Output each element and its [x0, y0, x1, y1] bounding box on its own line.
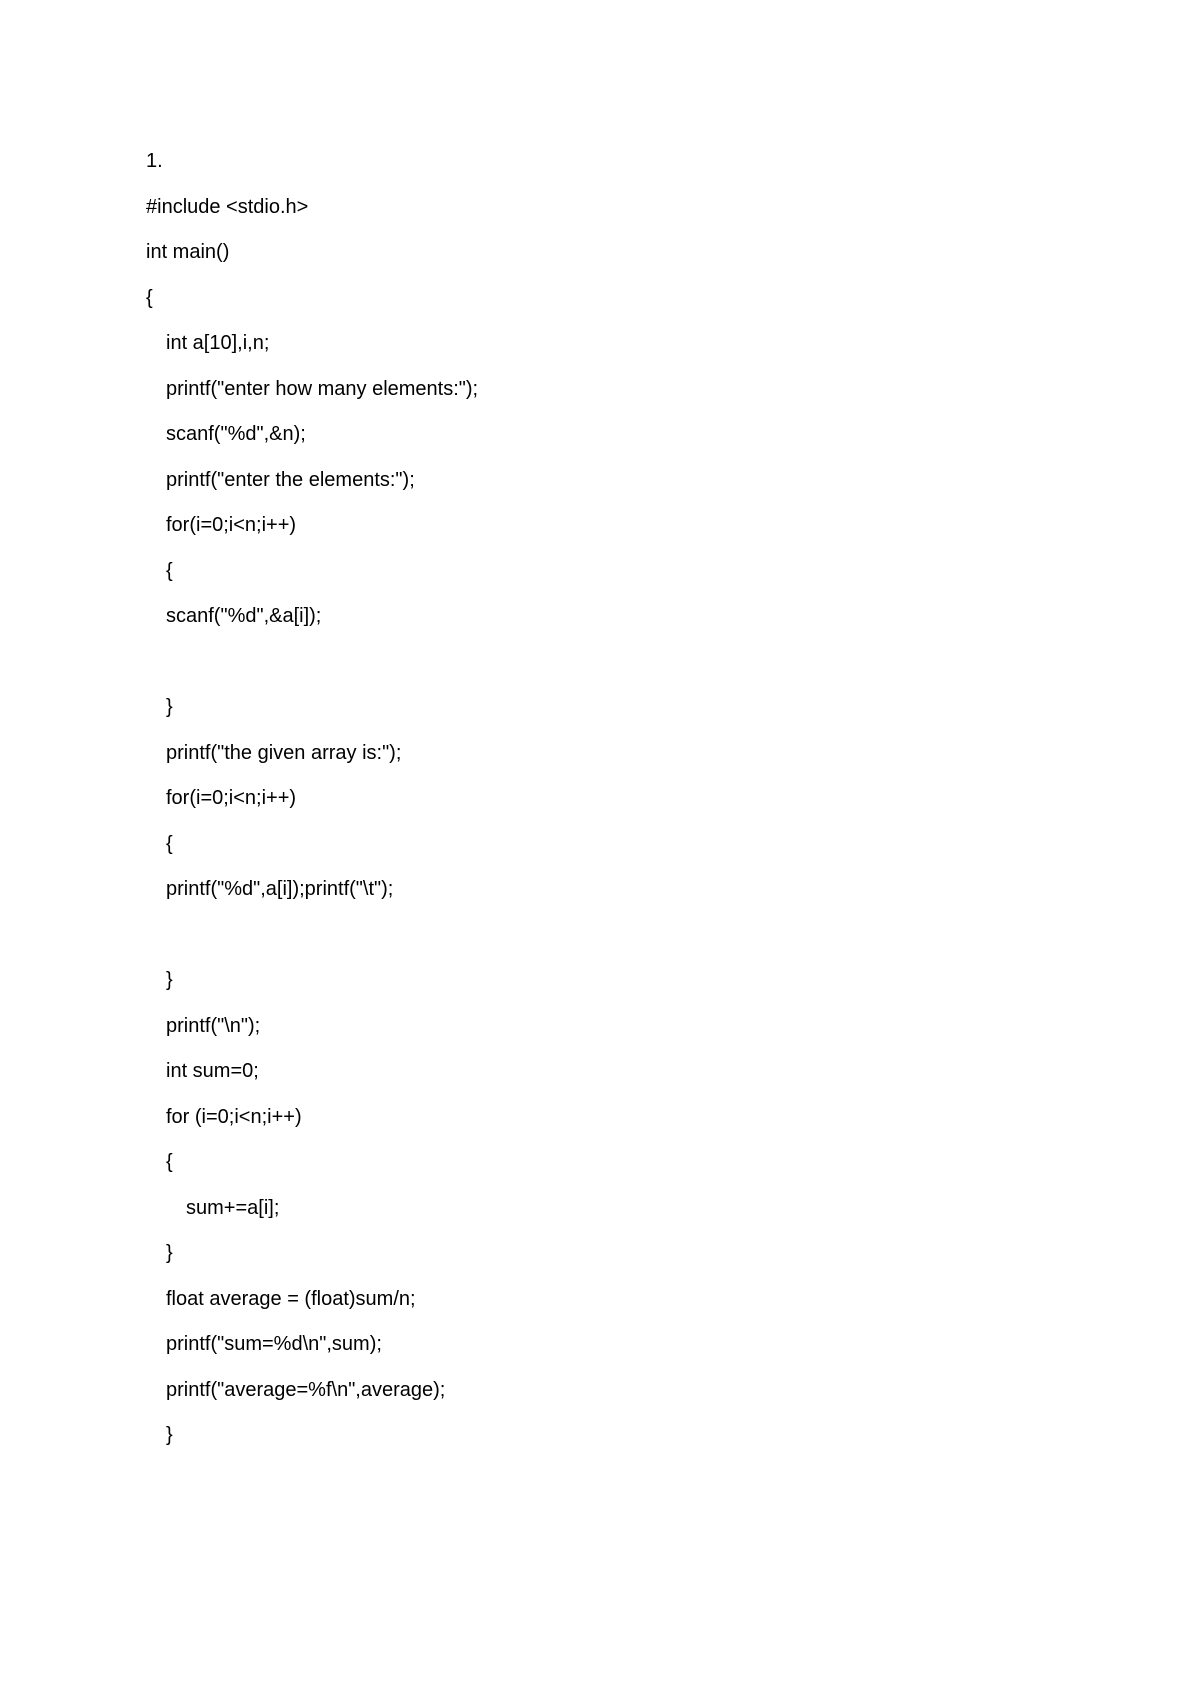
- code-line: int sum=0;: [166, 1060, 259, 1082]
- code-line: printf("sum=%d\n",sum);: [166, 1333, 382, 1355]
- code-line: for (i=0;i<n;i++): [166, 1105, 302, 1128]
- code-line: printf("average=%f\n",average);: [166, 1378, 446, 1401]
- code-line: }: [166, 969, 173, 991]
- code-line: sum+=a[i];: [186, 1196, 280, 1219]
- code-line: {: [166, 559, 173, 582]
- blank-line: [146, 647, 1046, 693]
- code-line: printf("%d",a[i]);printf("\t");: [166, 878, 394, 900]
- code-listing: [146, 146, 1046, 1466]
- blank-line: [146, 920, 1046, 966]
- code-line: for(i=0;i<n;i++): [166, 787, 297, 809]
- code-line: scanf("%d",&a[i]);: [166, 605, 322, 627]
- code-line: printf("the given array is:");: [166, 741, 402, 764]
- code-line: }: [166, 1424, 173, 1446]
- code-line: float average = (float)sum/n;: [166, 1287, 416, 1310]
- question-number: 1.: [146, 150, 163, 172]
- code-line: printf("\n");: [166, 1014, 261, 1037]
- code-line: }: [166, 1242, 173, 1264]
- code-line: printf("enter how many elements:");: [166, 377, 479, 400]
- code-line: printf("enter the elements:");: [166, 468, 415, 491]
- code-line: int main(): [146, 241, 230, 263]
- code-line: {: [146, 286, 153, 309]
- code-line: for(i=0;i<n;i++): [166, 514, 297, 536]
- code-line: {: [166, 832, 173, 855]
- code-line: #include <stdio.h>: [146, 195, 309, 218]
- code-line: scanf("%d",&n);: [166, 423, 306, 445]
- code-line: }: [166, 696, 173, 718]
- code-line: {: [166, 1151, 173, 1173]
- code-line: int a[10],i,n;: [166, 332, 270, 354]
